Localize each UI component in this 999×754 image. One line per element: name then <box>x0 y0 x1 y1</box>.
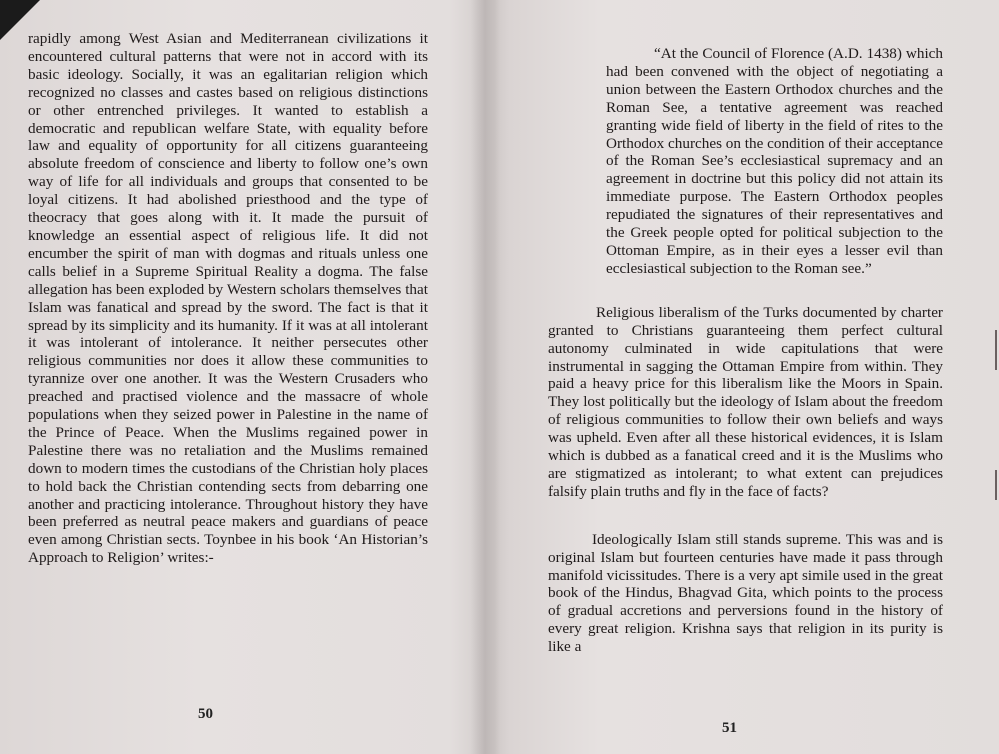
page-edge-mark <box>995 470 997 500</box>
left-page <box>28 0 428 754</box>
paragraph-religious-liberalism: Religious liberalism of the Turks documented by charter granted to Christians guaranteeing them perfect cultural autonomy culminated in wide capitulations that were instrumental in sagging the Ottaman Empire from within. They paid a heavy price for this liberalism like the Moors in Spain. They lost politically but the ideology of Islam about the freedom of religious communities to follow their own beliefs and ways was upheld. Even after all these historical evidences, it is Islam which is dubbed as a fanatical creed and it is the Muslims who are stigmatized as intolerant; to what extent can prejudices falsify plain truths and fly in the face of facts? <box>548 303 943 500</box>
page-number-left: 50 <box>198 706 213 722</box>
page-edge-mark <box>995 330 997 370</box>
left-page-text: rapidly among West Asian and Mediterranean civilizations it encountered cultural patterns that were not in accord with its basic ideology. Socially, it was an egalitarian religion which recognized no classes and castes based on religious distinctions or other entrenched privileges. It wanted to establish a democratic and republican welfare State, with equality before law and equality of opportunity for all citizens guaranteeing absolute freedom of conscience and liberty to follow one’s own way of life for all individuals and groups that consented to be loyal citizens. It had abolished priesthood and the type of theocracy that goes along with it. It made the pursuit of knowledge an essential aspect of religious life. It did not encumber the spirit of man with dogmas and rituals unless one calls belief in a Supreme Spiritual Reality a dogma. The false allegation has been exploded by Western scholars themselves that Islam was fanatical and spread by the sword. The fact is that it spread by its simplicity and its humanity. If it was at all intolerant it was intolerant of intolerance. It neither persecutes other religious communities nor does it allow these communities to tyrannize over one another. It was the Western Crusaders who preached and practised violence and the massacre of whole populations when they seized power in Palestine in the name of the Prince of Peace. When the Muslims regained power in Palestine there was no retaliation and the Muslims remained down to modern times the custodians of the Christian holy places to hold back the Christian contending sects from debarring one another and practicing intolerance. Throughout history they have been preferred as neutral peace makers and guardians of peace even among Christian sects. Toynbee in his book ‘An Historian’s Approach to Religion’ writes:- <box>28 30 428 567</box>
paragraph-ideologically: Ideologically Islam still stands supreme. This was and is original Islam but fourteen centuries have made it pass through manifold vicissitudes. There is a very apt simile used in the great book of the Hindus, Bhagvad Gita, which points to the process of gradual accretions and perversions found in the history of every great religion. Krishna says that religion in its purity is like a <box>548 530 943 656</box>
book-gutter <box>470 0 500 754</box>
right-page <box>548 0 943 754</box>
block-quote: “At the Council of Florence (A.D. 1438) which had been convened with the object of negotiating a union between the Eastern Orthodox churches and the Roman See, a tentative agreement was reached granting wide field of liberty in the field of rites to the Orthodox churches on the condition of their acceptance of the Roman See’s ecclesiastical supremacy and an agreement in doctrine but this policy did not attain its immediate purpose. The Eastern Orthodox peoples repudiated the signatures of their representatives and the Greek people opted for political subjection to the Ottoman Empire, as in their eyes a lesser evil than ecclesiastical subjection to the Roman see.” <box>606 45 943 277</box>
page-number-right: 51 <box>722 720 737 736</box>
